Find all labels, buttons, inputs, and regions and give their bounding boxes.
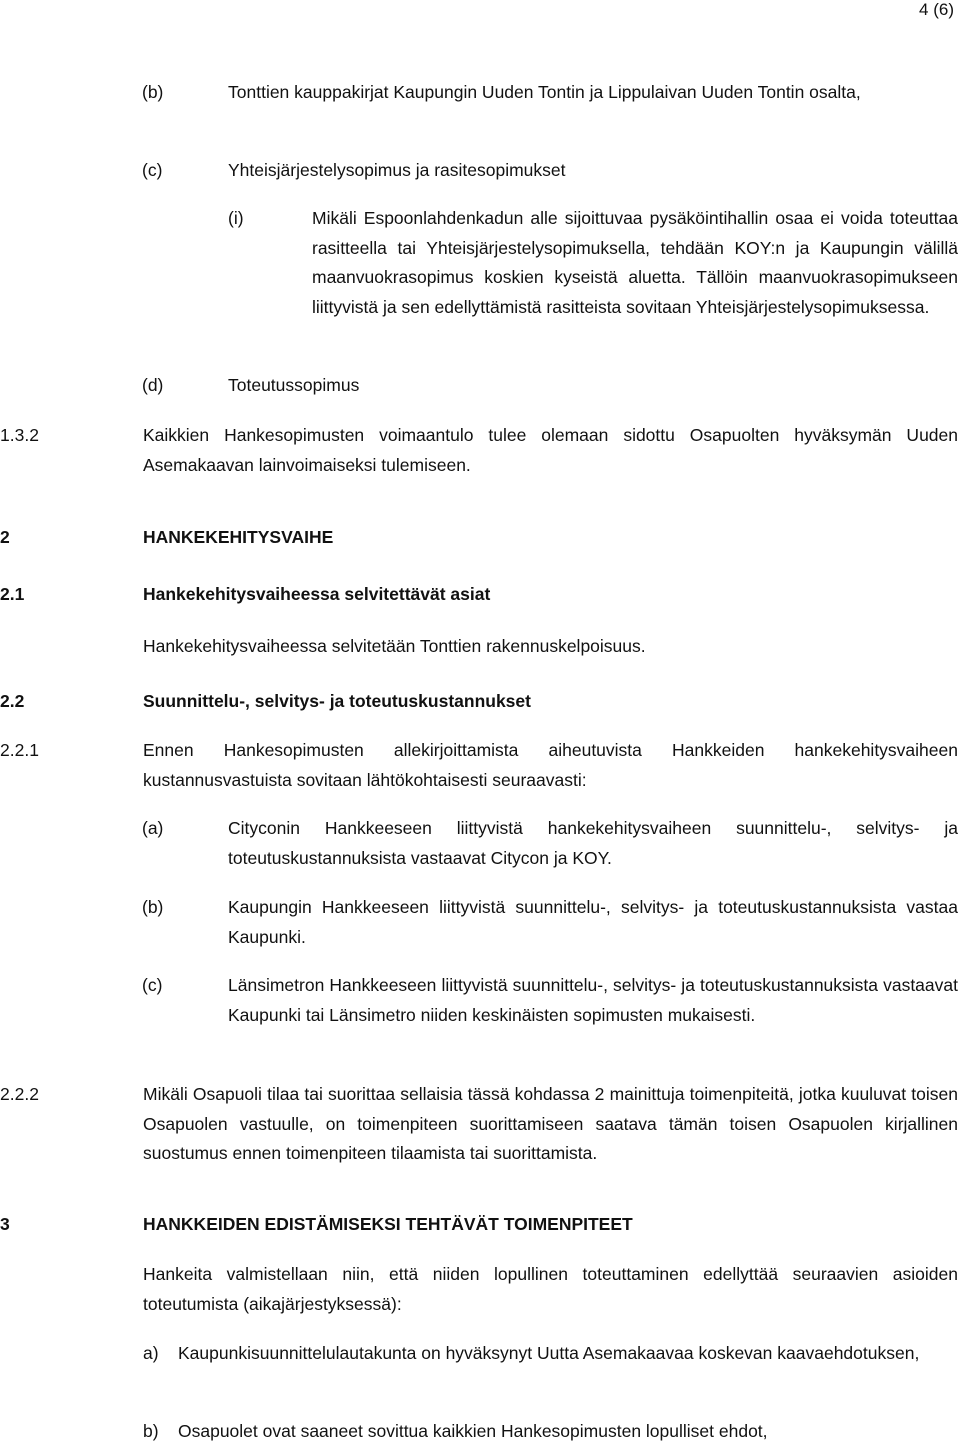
item-text: Kaupungin Hankkeeseen liittyvistä suunnittelu-, selvitys- ja toteutuskustannuksista vastaa Kaupunki. — [228, 897, 958, 947]
item-label: a) — [143, 1343, 159, 1363]
item-label: (b) — [142, 82, 164, 102]
section-heading: HANKKEIDEN EDISTÄMISEKSI TEHTÄVÄT TOIMENPITEET — [143, 1214, 633, 1234]
heading-number: 2.2 — [0, 691, 25, 711]
item-text: Cityconin Hankkeeseen liittyvistä hankekehitysvaiheen suunnittelu-, selvitys- ja toteutuskustannuksista vastaavat Citycon ja KOY. — [228, 818, 958, 868]
subsection-heading: Hankekehitysvaiheessa selvitettävät asiat — [143, 584, 491, 604]
page-number: 4 (6) — [919, 0, 954, 19]
item-label: (c) — [142, 160, 163, 180]
item-text: Kaupunkisuunnittelulautakunta on hyväksynyt Uutta Asemakaavaa koskevan kaavaehdotuksen, — [178, 1343, 920, 1363]
item-text: Tonttien kauppakirjat Kaupungin Uuden Tontin ja Lippulaivan Uuden Tontin osalta, — [228, 82, 861, 102]
item-label: (b) — [142, 897, 164, 917]
paragraph: Hankeita valmistellaan niin, että niiden lopullinen toteuttaminen edellyttää seuraavien asioiden toteutumista (aikajärjestyksessä): — [143, 1264, 958, 1314]
item-text: Länsimetron Hankkeeseen liittyvistä suunnittelu-, selvitys- ja toteutuskustannuksista vastaavat Kaupunki tai Länsimetro niiden keskinäisten sopimusten mukaisesti. — [228, 975, 958, 1025]
paragraph: Mikäli Osapuoli tilaa tai suorittaa sellaisia tässä kohdassa 2 mainittuja toimenpiteitä, jotka kuuluvat toisen Osapuolen vastuulle, on toimenpiteen suorittamiseen saatava tämän toisen Osapuolen kirjallinen suostumus ennen toimenpiteen tilaamista tai suorittamista. — [143, 1084, 958, 1163]
item-text: Mikäli Espoonlahdenkadun alle sijoittuvaa pysäköintihallin osaa ei voida toteuttaa rasitteella tai Yhteisjärjestelysopimuksella, tehdään KOY:n ja Kaupungin välillä maanvuokrasopimus koskien kyseistä aluetta. Tällöin maanvuokrasopimukseen liittyvistä ja sen edellyttämistä rasitteista sovitaan Yhteisjärjestelysopimuksessa. — [312, 208, 958, 317]
item-label: (i) — [228, 208, 244, 228]
heading-number: 2.1 — [0, 584, 25, 604]
item-text: Yhteisjärjestelysopimus ja rasitesopimukset — [228, 160, 566, 180]
heading-number: 2 — [0, 527, 10, 547]
paragraph: Ennen Hankesopimusten allekirjoittamista aiheutuvista Hankkeiden hankekehitysvaiheen kustannusvastuista sovitaan lähtökohtaisesti seuraavasti: — [143, 740, 958, 790]
section-heading: HANKEKEHITYSVAIHE — [143, 527, 334, 547]
section-number: 2.2.2 — [0, 1084, 39, 1104]
section-number: 2.2.1 — [0, 740, 39, 760]
paragraph: Kaikkien Hankesopimusten voimaantulo tulee olemaan sidottu Osapuolten hyväksymän Uuden Asemakaavan lainvoimaiseksi tulemiseen. — [143, 425, 958, 475]
section-number: 1.3.2 — [0, 425, 39, 445]
paragraph: Hankekehitysvaiheessa selvitetään Tonttien rakennuskelpoisuus. — [143, 636, 646, 656]
item-label: (a) — [142, 818, 164, 838]
item-label: (d) — [142, 375, 164, 395]
item-text: Toteutussopimus — [228, 375, 360, 395]
item-label: b) — [143, 1421, 159, 1441]
subsection-heading: Suunnittelu-, selvitys- ja toteutuskustannukset — [143, 691, 531, 711]
item-text: Osapuolet ovat saaneet sovittua kaikkien Hankesopimusten lopulliset ehdot, — [178, 1421, 768, 1441]
item-label: (c) — [142, 975, 163, 995]
heading-number: 3 — [0, 1214, 10, 1234]
